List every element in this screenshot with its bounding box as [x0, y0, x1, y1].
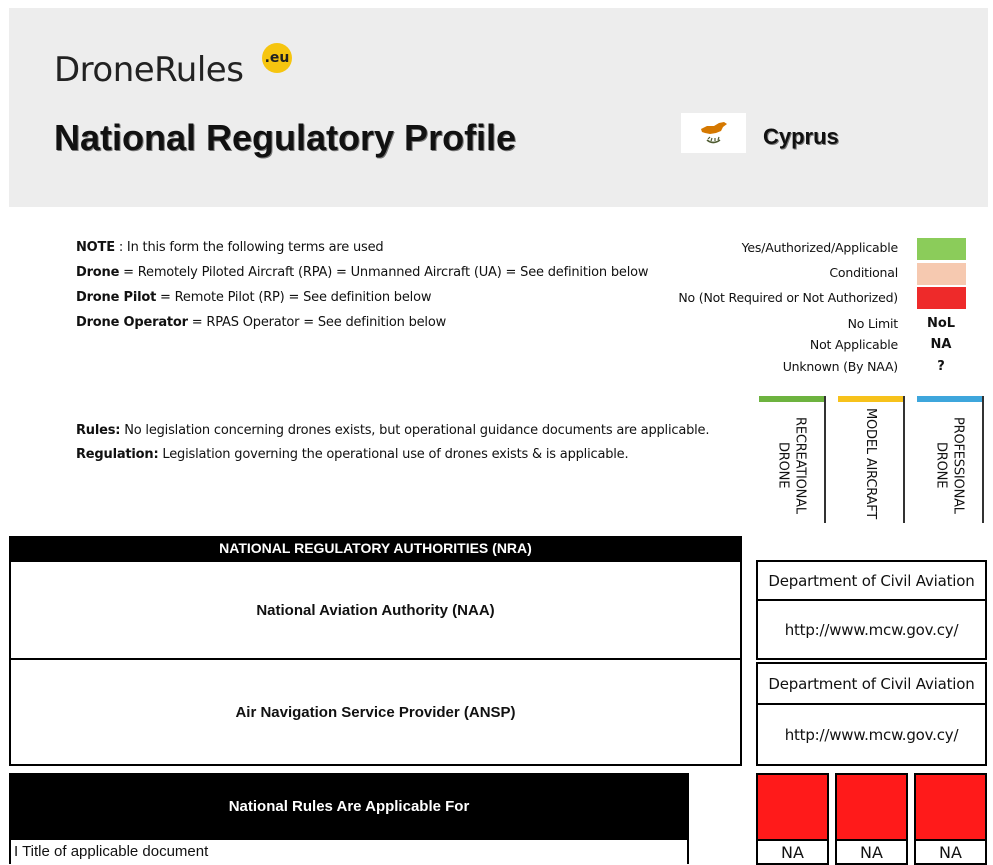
note-regulation: Regulation: Legislation governing the operational use of drones exists & is applicable.	[76, 447, 629, 462]
legend-no-label: No (Not Required or Not Authorized)	[678, 290, 898, 305]
recreational-document-value: NA	[756, 839, 829, 865]
category-professional-label: PROFESSIONAL DRONE	[933, 417, 966, 514]
ansp-row-label: Air Navigation Service Provider (ANSP)	[9, 658, 742, 766]
applicability-heading: National Rules Are Applicable For	[9, 773, 689, 840]
legend-nolimit-label: No Limit	[847, 316, 898, 331]
legend-yes-label: Yes/Authorized/Applicable	[741, 240, 898, 255]
naa-url-link[interactable]: http://www.mcw.gov.cy/	[756, 599, 987, 660]
ansp-name-cell: Department of Civil Aviation	[756, 662, 987, 705]
professional-document-value: NA	[914, 839, 987, 865]
country-name: Cyprus	[763, 124, 839, 149]
note-terms: NOTE : In this form the following terms are used	[76, 240, 384, 255]
note-rules: Rules: No legislation concerning drones exists, but operational guidance documents are applicable.	[76, 423, 710, 438]
naa-row-label: National Aviation Authority (NAA)	[9, 560, 742, 660]
legend-unknown-label: Unknown (By NAA)	[782, 359, 898, 374]
category-professional-drone	[917, 396, 984, 523]
logo-eu-badge: .eu	[262, 43, 292, 73]
model-color-bar	[838, 396, 903, 402]
model-document-value: NA	[835, 839, 908, 865]
legend-na-label: Not Applicable	[809, 337, 898, 352]
dronerules-logo[interactable]: DroneRules	[54, 50, 244, 90]
legend-conditional-swatch	[917, 263, 966, 285]
legend-no-swatch	[917, 287, 966, 309]
legend-unknown-code: ?	[937, 359, 945, 374]
cyprus-flag-icon	[681, 113, 746, 153]
ansp-url-link[interactable]: http://www.mcw.gov.cy/	[756, 703, 987, 766]
category-recreational-drone	[759, 396, 826, 523]
note-drone-pilot-definition: Drone Pilot = Remote Pilot (RP) = See definition below	[76, 290, 432, 305]
recreational-status-cell	[756, 773, 829, 841]
header-banner	[9, 8, 988, 207]
legend-na-code: NA	[930, 337, 952, 352]
professional-color-bar	[917, 396, 982, 402]
note-drone-operator-definition: Drone Operator = RPAS Operator = See definition below	[76, 315, 447, 330]
category-model-aircraft	[838, 396, 905, 523]
recreational-color-bar	[759, 396, 824, 402]
nra-heading: NATIONAL REGULATORY AUTHORITIES (NRA)	[9, 536, 742, 560]
naa-name-cell: Department of Civil Aviation	[756, 560, 987, 601]
legend-yes-swatch	[917, 238, 966, 260]
page-title: National Regulatory Profile	[54, 117, 517, 158]
applicable-document-title-row: I Title of applicable document	[9, 840, 689, 864]
model-status-cell	[835, 773, 908, 841]
legend-conditional-label: Conditional	[829, 265, 898, 280]
note-drone-definition: Drone = Remotely Piloted Aircraft (RPA) = Unmanned Aircraft (UA) = See definition below	[76, 265, 649, 280]
category-model-label: MODEL AIRCRAFT	[863, 408, 878, 520]
legend-nolimit-code: NoL	[926, 316, 956, 331]
category-recreational-label: RECREATIONAL DRONE	[775, 417, 808, 514]
professional-status-cell	[914, 773, 987, 841]
